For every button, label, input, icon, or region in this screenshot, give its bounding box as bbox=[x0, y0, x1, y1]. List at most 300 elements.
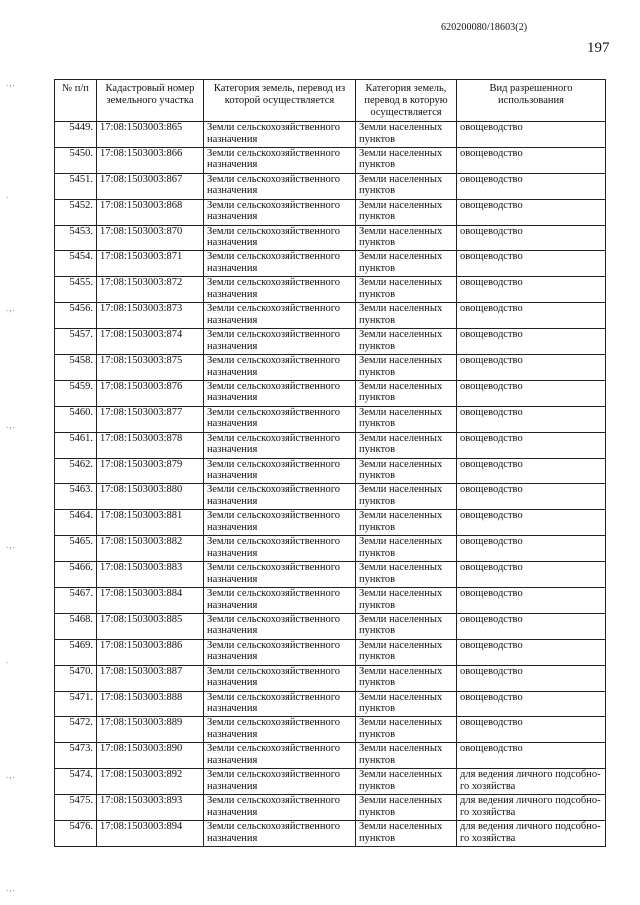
from-category bbox=[204, 795, 356, 821]
to-category-line: пунктов bbox=[359, 599, 396, 611]
to-category-line: Земли населенных bbox=[359, 432, 443, 444]
to-category-line: пунктов bbox=[359, 806, 396, 818]
from-category bbox=[204, 510, 356, 536]
to-category bbox=[356, 355, 457, 381]
to-category bbox=[356, 510, 457, 536]
to-category bbox=[356, 588, 457, 614]
permitted-use-line: овощеводство bbox=[460, 510, 523, 522]
row-number: 5462. bbox=[55, 458, 97, 484]
cadastral-number: 17:08:1503003:885 bbox=[97, 613, 204, 639]
row-number: 5449. bbox=[55, 122, 97, 148]
from-category-line: Земли сельскохозяйственного bbox=[207, 432, 341, 444]
to-category bbox=[356, 303, 457, 329]
to-category-line: пунктов bbox=[359, 547, 396, 559]
from-category-line: назначения bbox=[207, 314, 258, 326]
cadastral-number: 17:08:1503003:894 bbox=[97, 821, 204, 847]
table-row bbox=[55, 355, 606, 381]
row-number: 5460. bbox=[55, 406, 97, 432]
from-category bbox=[204, 665, 356, 691]
from-category bbox=[204, 769, 356, 795]
row-number: 5453. bbox=[55, 225, 97, 251]
from-category-line: назначения bbox=[207, 547, 258, 559]
permitted-use bbox=[457, 821, 606, 847]
col-header-number: № п/п bbox=[55, 80, 97, 122]
permitted-use bbox=[457, 303, 606, 329]
to-category bbox=[356, 329, 457, 355]
from-category-line: назначения bbox=[207, 159, 258, 171]
to-category bbox=[356, 536, 457, 562]
to-category-line: Земли населенных bbox=[359, 147, 443, 159]
from-category-line: Земли сельскохозяйственного bbox=[207, 484, 341, 496]
from-category bbox=[204, 251, 356, 277]
table-row bbox=[55, 225, 606, 251]
table-row bbox=[55, 122, 606, 148]
to-category-line: Земли населенных bbox=[359, 769, 443, 781]
table-row bbox=[55, 691, 606, 717]
cadastral-number: 17:08:1503003:878 bbox=[97, 432, 204, 458]
permitted-use bbox=[457, 536, 606, 562]
document-number: 620200080/18603(2) bbox=[441, 22, 528, 33]
from-category-line: назначения bbox=[207, 703, 258, 715]
to-category-line: Земли населенных bbox=[359, 251, 443, 263]
to-category bbox=[356, 821, 457, 847]
to-category-line: пунктов bbox=[359, 754, 396, 766]
permitted-use bbox=[457, 665, 606, 691]
permitted-use-line: го хозяйства bbox=[460, 832, 516, 844]
table-row bbox=[55, 380, 606, 406]
permitted-use-line: овощеводство bbox=[460, 277, 523, 289]
to-category-line: пунктов bbox=[359, 832, 396, 844]
permitted-use-line: овощеводство bbox=[460, 484, 523, 496]
permitted-use-line: овощеводство bbox=[460, 406, 523, 418]
table-row bbox=[55, 303, 606, 329]
permitted-use-line: овощеводство bbox=[460, 588, 523, 600]
to-category-line: Земли населенных bbox=[359, 691, 443, 703]
permitted-use-line: овощеводство bbox=[460, 147, 523, 159]
cadastral-number: 17:08:1503003:889 bbox=[97, 717, 204, 743]
permitted-use-line: овощеводство bbox=[460, 613, 523, 625]
row-number: 5476. bbox=[55, 821, 97, 847]
to-category-line: пунктов bbox=[359, 651, 396, 663]
to-category-line: Земли населенных bbox=[359, 458, 443, 470]
from-category-line: Земли сельскохозяйственного bbox=[207, 380, 341, 392]
row-number: 5463. bbox=[55, 484, 97, 510]
scan-mark: . bbox=[6, 655, 10, 665]
permitted-use-line: го хозяйства bbox=[460, 780, 516, 792]
cadastral-number: 17:08:1503003:893 bbox=[97, 795, 204, 821]
to-category-line: Земли населенных bbox=[359, 225, 443, 237]
to-category-line: пунктов bbox=[359, 392, 396, 404]
to-category-line: Земли населенных bbox=[359, 277, 443, 289]
to-category-line: Земли населенных bbox=[359, 588, 443, 600]
cadastral-number: 17:08:1503003:892 bbox=[97, 769, 204, 795]
to-category-line: пунктов bbox=[359, 314, 396, 326]
from-category-line: Земли сельскохозяйственного bbox=[207, 329, 341, 341]
permitted-use-line: овощеводство bbox=[460, 536, 523, 548]
from-category bbox=[204, 225, 356, 251]
permitted-use bbox=[457, 510, 606, 536]
to-category bbox=[356, 225, 457, 251]
from-category bbox=[204, 173, 356, 199]
to-category bbox=[356, 484, 457, 510]
permitted-use-line: для ведения личного подсобно- bbox=[460, 769, 601, 781]
table-header-row bbox=[55, 80, 606, 122]
from-category-line: назначения bbox=[207, 599, 258, 611]
col-header-from-category: Категория земель, перевод из которой осуществляется bbox=[204, 80, 356, 122]
from-category-line: назначения bbox=[207, 677, 258, 689]
scan-mark: .,. bbox=[6, 78, 16, 88]
from-category-line: Земли сельскохозяйственного bbox=[207, 277, 341, 289]
from-category-line: Земли сельскохозяйственного bbox=[207, 199, 341, 211]
from-category-line: Земли сельскохозяйственного bbox=[207, 510, 341, 522]
to-category-line: Земли населенных bbox=[359, 355, 443, 367]
from-category-line: назначения bbox=[207, 651, 258, 663]
from-category-line: назначения bbox=[207, 625, 258, 637]
to-category-line: пунктов bbox=[359, 418, 396, 430]
to-category bbox=[356, 251, 457, 277]
permitted-use bbox=[457, 329, 606, 355]
row-number: 5454. bbox=[55, 251, 97, 277]
table-row bbox=[55, 588, 606, 614]
table-row bbox=[55, 769, 606, 795]
from-category-line: назначения bbox=[207, 495, 258, 507]
row-number: 5457. bbox=[55, 329, 97, 355]
to-category bbox=[356, 122, 457, 148]
to-category-line: пунктов bbox=[359, 366, 396, 378]
from-category-line: назначения bbox=[207, 366, 258, 378]
from-category bbox=[204, 562, 356, 588]
permitted-use bbox=[457, 406, 606, 432]
row-number: 5450. bbox=[55, 147, 97, 173]
to-category-line: Земли населенных bbox=[359, 122, 443, 133]
to-category bbox=[356, 432, 457, 458]
scan-mark: .,. bbox=[6, 770, 16, 780]
to-category-line: пунктов bbox=[359, 237, 396, 249]
permitted-use-line: овощеводство bbox=[460, 251, 523, 263]
permitted-use bbox=[457, 562, 606, 588]
to-category bbox=[356, 743, 457, 769]
from-category bbox=[204, 303, 356, 329]
row-number: 5452. bbox=[55, 199, 97, 225]
row-number: 5472. bbox=[55, 717, 97, 743]
to-category-line: Земли населенных bbox=[359, 510, 443, 522]
cadastral-number: 17:08:1503003:868 bbox=[97, 199, 204, 225]
from-category bbox=[204, 458, 356, 484]
col-header-cadastral: Кадастровый номер земельного участка bbox=[97, 80, 204, 122]
table-row bbox=[55, 510, 606, 536]
from-category-line: Земли сельскохозяйственного bbox=[207, 639, 341, 651]
row-number: 5464. bbox=[55, 510, 97, 536]
permitted-use bbox=[457, 795, 606, 821]
cadastral-number: 17:08:1503003:890 bbox=[97, 743, 204, 769]
from-category-line: Земли сельскохозяйственного bbox=[207, 303, 341, 315]
table-row bbox=[55, 251, 606, 277]
cadastral-number: 17:08:1503003:888 bbox=[97, 691, 204, 717]
to-category bbox=[356, 613, 457, 639]
from-category-line: Земли сельскохозяйственного bbox=[207, 743, 341, 755]
permitted-use bbox=[457, 199, 606, 225]
from-category bbox=[204, 639, 356, 665]
to-category bbox=[356, 147, 457, 173]
from-category-line: Земли сельскохозяйственного bbox=[207, 717, 341, 729]
cadastral-number: 17:08:1503003:877 bbox=[97, 406, 204, 432]
from-category bbox=[204, 277, 356, 303]
from-category bbox=[204, 122, 356, 148]
permitted-use-line: овощеводство bbox=[460, 173, 523, 185]
from-category-line: Земли сельскохозяйственного bbox=[207, 147, 341, 159]
permitted-use bbox=[457, 432, 606, 458]
to-category-line: пунктов bbox=[359, 780, 396, 792]
from-category-line: назначения bbox=[207, 806, 258, 818]
to-category-line: Земли населенных bbox=[359, 639, 443, 651]
permitted-use-line: овощеводство bbox=[460, 355, 523, 367]
from-category bbox=[204, 536, 356, 562]
from-category-line: Земли сельскохозяйственного bbox=[207, 562, 341, 574]
from-category bbox=[204, 406, 356, 432]
land-plots-table bbox=[54, 79, 606, 847]
permitted-use-line: для ведения личного подсобно- bbox=[460, 821, 601, 833]
from-category-line: назначения bbox=[207, 521, 258, 533]
table-row bbox=[55, 406, 606, 432]
from-category bbox=[204, 484, 356, 510]
permitted-use-line: овощеводство bbox=[460, 639, 523, 651]
from-category-line: Земли сельскохозяйственного bbox=[207, 691, 341, 703]
permitted-use-line: овощеводство bbox=[460, 743, 523, 755]
from-category-line: назначения bbox=[207, 754, 258, 766]
from-category-line: Земли сельскохозяйственного bbox=[207, 406, 341, 418]
cadastral-number: 17:08:1503003:875 bbox=[97, 355, 204, 381]
from-category bbox=[204, 613, 356, 639]
table-row bbox=[55, 639, 606, 665]
cadastral-number: 17:08:1503003:879 bbox=[97, 458, 204, 484]
to-category-line: пунктов bbox=[359, 185, 396, 197]
to-category-line: пунктов bbox=[359, 340, 396, 352]
row-number: 5466. bbox=[55, 562, 97, 588]
from-category-line: Земли сельскохозяйственного bbox=[207, 588, 341, 600]
permitted-use-line: овощеводство bbox=[460, 380, 523, 392]
from-category bbox=[204, 147, 356, 173]
from-category-line: назначения bbox=[207, 185, 258, 197]
to-category bbox=[356, 458, 457, 484]
row-number: 5458. bbox=[55, 355, 97, 381]
scan-mark: .,. bbox=[6, 420, 16, 430]
table-row bbox=[55, 329, 606, 355]
from-category-line: назначения bbox=[207, 262, 258, 274]
table-row bbox=[55, 277, 606, 303]
permitted-use bbox=[457, 122, 606, 148]
cadastral-number: 17:08:1503003:866 bbox=[97, 147, 204, 173]
cadastral-number: 17:08:1503003:874 bbox=[97, 329, 204, 355]
to-category-line: пунктов bbox=[359, 262, 396, 274]
from-category bbox=[204, 821, 356, 847]
table-row bbox=[55, 562, 606, 588]
from-category bbox=[204, 329, 356, 355]
permitted-use bbox=[457, 173, 606, 199]
permitted-use bbox=[457, 147, 606, 173]
row-number: 5468. bbox=[55, 613, 97, 639]
from-category bbox=[204, 432, 356, 458]
permitted-use bbox=[457, 717, 606, 743]
table-row bbox=[55, 665, 606, 691]
to-category-line: Земли населенных bbox=[359, 717, 443, 729]
col-header-permitted-use: Вид разрешенного использования bbox=[457, 80, 606, 122]
from-category-line: назначения bbox=[207, 340, 258, 352]
permitted-use bbox=[457, 355, 606, 381]
to-category bbox=[356, 665, 457, 691]
to-category bbox=[356, 380, 457, 406]
permitted-use-line: овощеводство bbox=[460, 665, 523, 677]
permitted-use-line: овощеводство bbox=[460, 303, 523, 315]
cadastral-number: 17:08:1503003:876 bbox=[97, 380, 204, 406]
table-row bbox=[55, 717, 606, 743]
from-category-line: назначения bbox=[207, 211, 258, 223]
cadastral-number: 17:08:1503003:867 bbox=[97, 173, 204, 199]
from-category bbox=[204, 355, 356, 381]
to-category bbox=[356, 639, 457, 665]
scan-mark: .,. bbox=[6, 303, 16, 313]
cadastral-number: 17:08:1503003:887 bbox=[97, 665, 204, 691]
to-category-line: Земли населенных bbox=[359, 380, 443, 392]
table-row bbox=[55, 199, 606, 225]
row-number: 5470. bbox=[55, 665, 97, 691]
table-row bbox=[55, 173, 606, 199]
permitted-use bbox=[457, 639, 606, 665]
from-category bbox=[204, 380, 356, 406]
from-category-line: Земли сельскохозяйственного bbox=[207, 665, 341, 677]
to-category-line: Земли населенных bbox=[359, 743, 443, 755]
to-category bbox=[356, 173, 457, 199]
to-category-line: пунктов bbox=[359, 470, 396, 482]
to-category-line: Земли населенных bbox=[359, 665, 443, 677]
row-number: 5461. bbox=[55, 432, 97, 458]
from-category-line: назначения bbox=[207, 418, 258, 430]
to-category-line: пунктов bbox=[359, 211, 396, 223]
from-category-line: Земли сельскохозяйственного bbox=[207, 769, 341, 781]
table-row bbox=[55, 536, 606, 562]
to-category-line: Земли населенных bbox=[359, 536, 443, 548]
to-category-line: Земли населенных bbox=[359, 329, 443, 341]
cadastral-number: 17:08:1503003:886 bbox=[97, 639, 204, 665]
from-category bbox=[204, 199, 356, 225]
row-number: 5473. bbox=[55, 743, 97, 769]
permitted-use bbox=[457, 691, 606, 717]
row-number: 5456. bbox=[55, 303, 97, 329]
from-category-line: назначения bbox=[207, 237, 258, 249]
to-category-line: пунктов bbox=[359, 625, 396, 637]
to-category-line: Земли населенных bbox=[359, 173, 443, 185]
table-row bbox=[55, 147, 606, 173]
permitted-use-line: овощеводство bbox=[460, 329, 523, 341]
table-row bbox=[55, 432, 606, 458]
from-category-line: назначения bbox=[207, 728, 258, 740]
to-category-line: пунктов bbox=[359, 133, 396, 145]
cadastral-number: 17:08:1503003:870 bbox=[97, 225, 204, 251]
permitted-use-line: овощеводство bbox=[460, 122, 523, 133]
to-category bbox=[356, 717, 457, 743]
to-category-line: пунктов bbox=[359, 495, 396, 507]
to-category-line: пунктов bbox=[359, 573, 396, 585]
to-category bbox=[356, 691, 457, 717]
row-number: 5469. bbox=[55, 639, 97, 665]
table-row bbox=[55, 458, 606, 484]
to-category-line: Земли населенных bbox=[359, 613, 443, 625]
permitted-use-line: овощеводство bbox=[460, 225, 523, 237]
permitted-use bbox=[457, 380, 606, 406]
from-category-line: назначения bbox=[207, 573, 258, 585]
to-category bbox=[356, 769, 457, 795]
from-category-line: назначения bbox=[207, 392, 258, 404]
to-category-line: пунктов bbox=[359, 677, 396, 689]
from-category-line: назначения bbox=[207, 470, 258, 482]
row-number: 5455. bbox=[55, 277, 97, 303]
scan-mark: .,. bbox=[6, 540, 16, 550]
row-number: 5467. bbox=[55, 588, 97, 614]
from-category-line: назначения bbox=[207, 444, 258, 456]
table-body bbox=[55, 122, 606, 847]
to-category-line: пунктов bbox=[359, 728, 396, 740]
row-number: 5465. bbox=[55, 536, 97, 562]
table-row bbox=[55, 743, 606, 769]
row-number: 5451. bbox=[55, 173, 97, 199]
permitted-use bbox=[457, 613, 606, 639]
row-number: 5475. bbox=[55, 795, 97, 821]
permitted-use bbox=[457, 769, 606, 795]
from-category-line: Земли сельскохозяйственного bbox=[207, 795, 341, 807]
from-category-line: Земли сельскохозяйственного bbox=[207, 122, 341, 133]
cadastral-number: 17:08:1503003:884 bbox=[97, 588, 204, 614]
table-row bbox=[55, 613, 606, 639]
from-category-line: Земли сельскохозяйственного bbox=[207, 613, 341, 625]
permitted-use-line: го хозяйства bbox=[460, 806, 516, 818]
permitted-use bbox=[457, 588, 606, 614]
cadastral-number: 17:08:1503003:872 bbox=[97, 277, 204, 303]
to-category-line: Земли населенных bbox=[359, 199, 443, 211]
to-category bbox=[356, 795, 457, 821]
table-row bbox=[55, 821, 606, 847]
from-category-line: назначения bbox=[207, 288, 258, 300]
cadastral-number: 17:08:1503003:871 bbox=[97, 251, 204, 277]
table-row bbox=[55, 484, 606, 510]
from-category-line: Земли сельскохозяйственного bbox=[207, 225, 341, 237]
from-category-line: Земли сельскохозяйственного bbox=[207, 536, 341, 548]
to-category-line: пунктов bbox=[359, 444, 396, 456]
to-category-line: пунктов bbox=[359, 288, 396, 300]
row-number: 5471. bbox=[55, 691, 97, 717]
to-category-line: Земли населенных bbox=[359, 562, 443, 574]
to-category-line: Земли населенных bbox=[359, 821, 443, 833]
permitted-use bbox=[457, 277, 606, 303]
from-category bbox=[204, 691, 356, 717]
permitted-use-line: овощеводство bbox=[460, 432, 523, 444]
to-category-line: Земли населенных bbox=[359, 406, 443, 418]
to-category bbox=[356, 562, 457, 588]
to-category-line: пунктов bbox=[359, 521, 396, 533]
from-category-line: Земли сельскохозяйственного bbox=[207, 251, 341, 263]
permitted-use-line: для ведения личного подсобно- bbox=[460, 795, 601, 807]
to-category bbox=[356, 277, 457, 303]
from-category bbox=[204, 717, 356, 743]
cadastral-number: 17:08:1503003:883 bbox=[97, 562, 204, 588]
permitted-use bbox=[457, 743, 606, 769]
permitted-use-line: овощеводство bbox=[460, 691, 523, 703]
cadastral-number: 17:08:1503003:881 bbox=[97, 510, 204, 536]
permitted-use-line: овощеводство bbox=[460, 717, 523, 729]
row-number: 5474. bbox=[55, 769, 97, 795]
cadastral-number: 17:08:1503003:873 bbox=[97, 303, 204, 329]
row-number: 5459. bbox=[55, 380, 97, 406]
col-header-to-category: Категория земель, перевод в которую осуществляется bbox=[356, 80, 457, 122]
cadastral-number: 17:08:1503003:880 bbox=[97, 484, 204, 510]
